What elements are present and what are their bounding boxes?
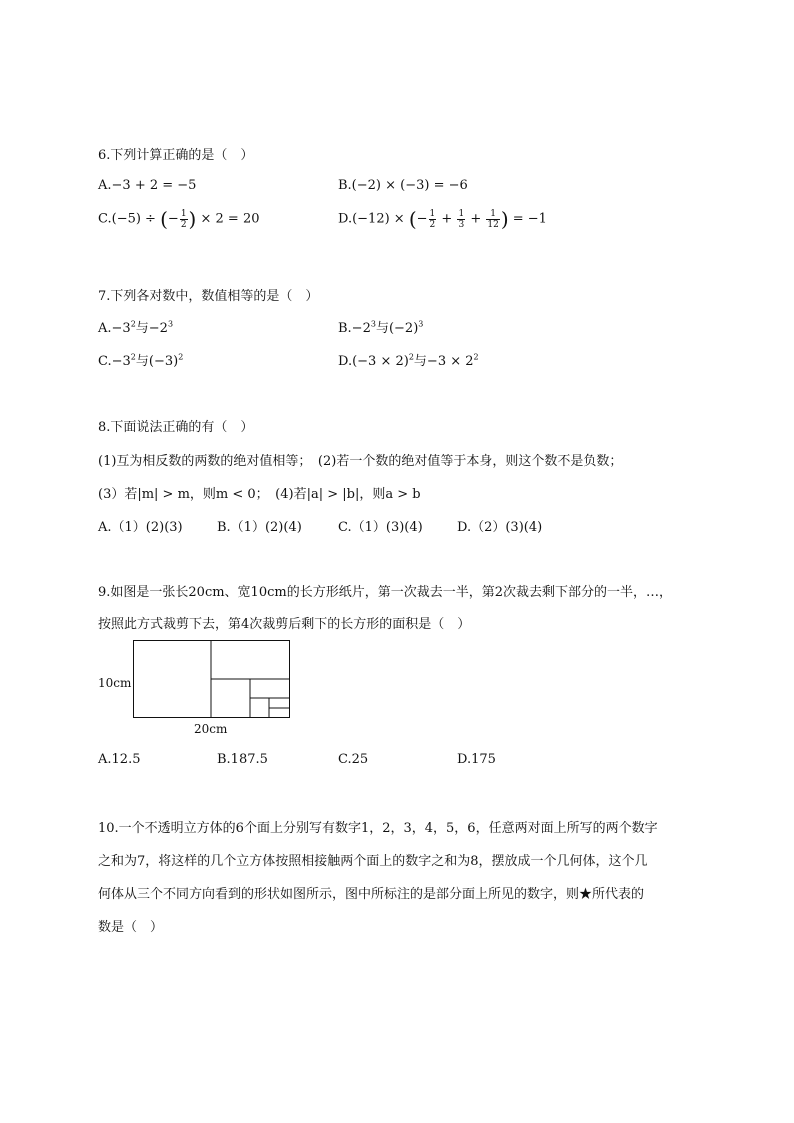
q7-option-c: $C.-3^2$与$(-3)^2$ bbox=[98, 352, 184, 369]
q6-option-a: A.−3 + 2 = −5 bbox=[98, 178, 197, 193]
q8-option-b: B.（1）(2)(4) bbox=[217, 520, 302, 535]
q8-statement-1-2: (1)互为相反数的两数的绝对值相等； (2)若一个数的绝对值等于本身，则这个数不是负数； bbox=[98, 454, 623, 469]
q8-statement-3-4: (3）若|m| > m，则m < 0； (4)若|a| > |b|，则a > b bbox=[98, 487, 421, 502]
q6-option-c: C.(−5) ÷ (− $\frac{1}{2}$ ) × 2 = 20 bbox=[98, 207, 260, 231]
q6-option-b: B.(−2) × (−3) = −6 bbox=[338, 178, 468, 193]
q6-d-suffix: = −1 bbox=[508, 211, 547, 227]
fraction: $\frac{1}{12}$ bbox=[487, 208, 499, 230]
q6-option-d: D.(−12) × (− $\frac{1}{2}$ + $\frac{1}{3}$ + $\frac{1}{12}$ ) = −1 bbox=[338, 207, 547, 231]
height-label: 10cm bbox=[98, 676, 132, 690]
fraction: $\frac{1}{2}$ bbox=[429, 208, 436, 230]
q8-stem: 8.下面说法正确的有（ ） bbox=[98, 420, 254, 435]
q9-option-b: B.187.5 bbox=[217, 752, 268, 767]
rectangle-diagram bbox=[133, 640, 291, 720]
q9-option-a: A.12.5 bbox=[98, 752, 141, 767]
q10-line-4: 数是（ ） bbox=[98, 920, 164, 935]
paper-cutting-figure bbox=[98, 640, 298, 740]
q10-line-3: 何体从三个不同方向看到的形状如图所示，图中所标注的是部分面上所见的数字，则★所代表的 bbox=[98, 887, 645, 902]
q8-option-d: D.（2）(3)(4) bbox=[457, 520, 543, 535]
q10-line-1: 10.一个不透明立方体的6个面上分别写有数字1，2，3，4，5，6，任意两对面上所写的两个数字 bbox=[98, 821, 658, 836]
width-label: 20cm bbox=[194, 722, 228, 736]
q7-option-a: $A.-3^2$与$-2^3$ bbox=[98, 319, 174, 336]
q6-stem: 6.下列计算正确的是（ ） bbox=[98, 148, 254, 163]
q9-line-1: 9.如图是一张长20cm、宽10cm的长方形纸片，第一次裁去一半，第2次裁去剩下部分的一半，…， bbox=[98, 585, 672, 600]
q6-d-prefix: D.(−12) × bbox=[338, 211, 409, 227]
fraction: $\frac{1}{2}$ bbox=[180, 208, 187, 230]
q9-option-c: C.25 bbox=[338, 752, 369, 767]
q7-stem: 7.下列各对数中，数值相等的是（ ） bbox=[98, 289, 319, 304]
q7-option-b: $B.-2^3$与$(-2)^3$ bbox=[338, 319, 424, 336]
q9-line-2: 按照此方式裁剪下去，第4次裁剪后剩下的长方形的面积是（ ） bbox=[98, 617, 471, 632]
fraction: $\frac{1}{3}$ bbox=[458, 208, 465, 230]
q9-option-d: D.175 bbox=[457, 752, 496, 767]
q6-c-prefix: C.(−5) ÷ bbox=[98, 211, 161, 227]
q8-option-c: C.（1）(3)(4) bbox=[338, 520, 423, 535]
q10-line-2: 之和为7，将这样的几个立方体按照相接触两个面上的数字之和为8，摆放成一个几何体，这个几 bbox=[98, 854, 648, 869]
q6-c-suffix: × 2 = 20 bbox=[196, 211, 260, 227]
q8-option-a: A.（1）(2)(3) bbox=[98, 520, 183, 535]
q7-option-d: $D.(-3 \times 2)^2$与$-3 \times 2^2$ bbox=[338, 352, 479, 369]
